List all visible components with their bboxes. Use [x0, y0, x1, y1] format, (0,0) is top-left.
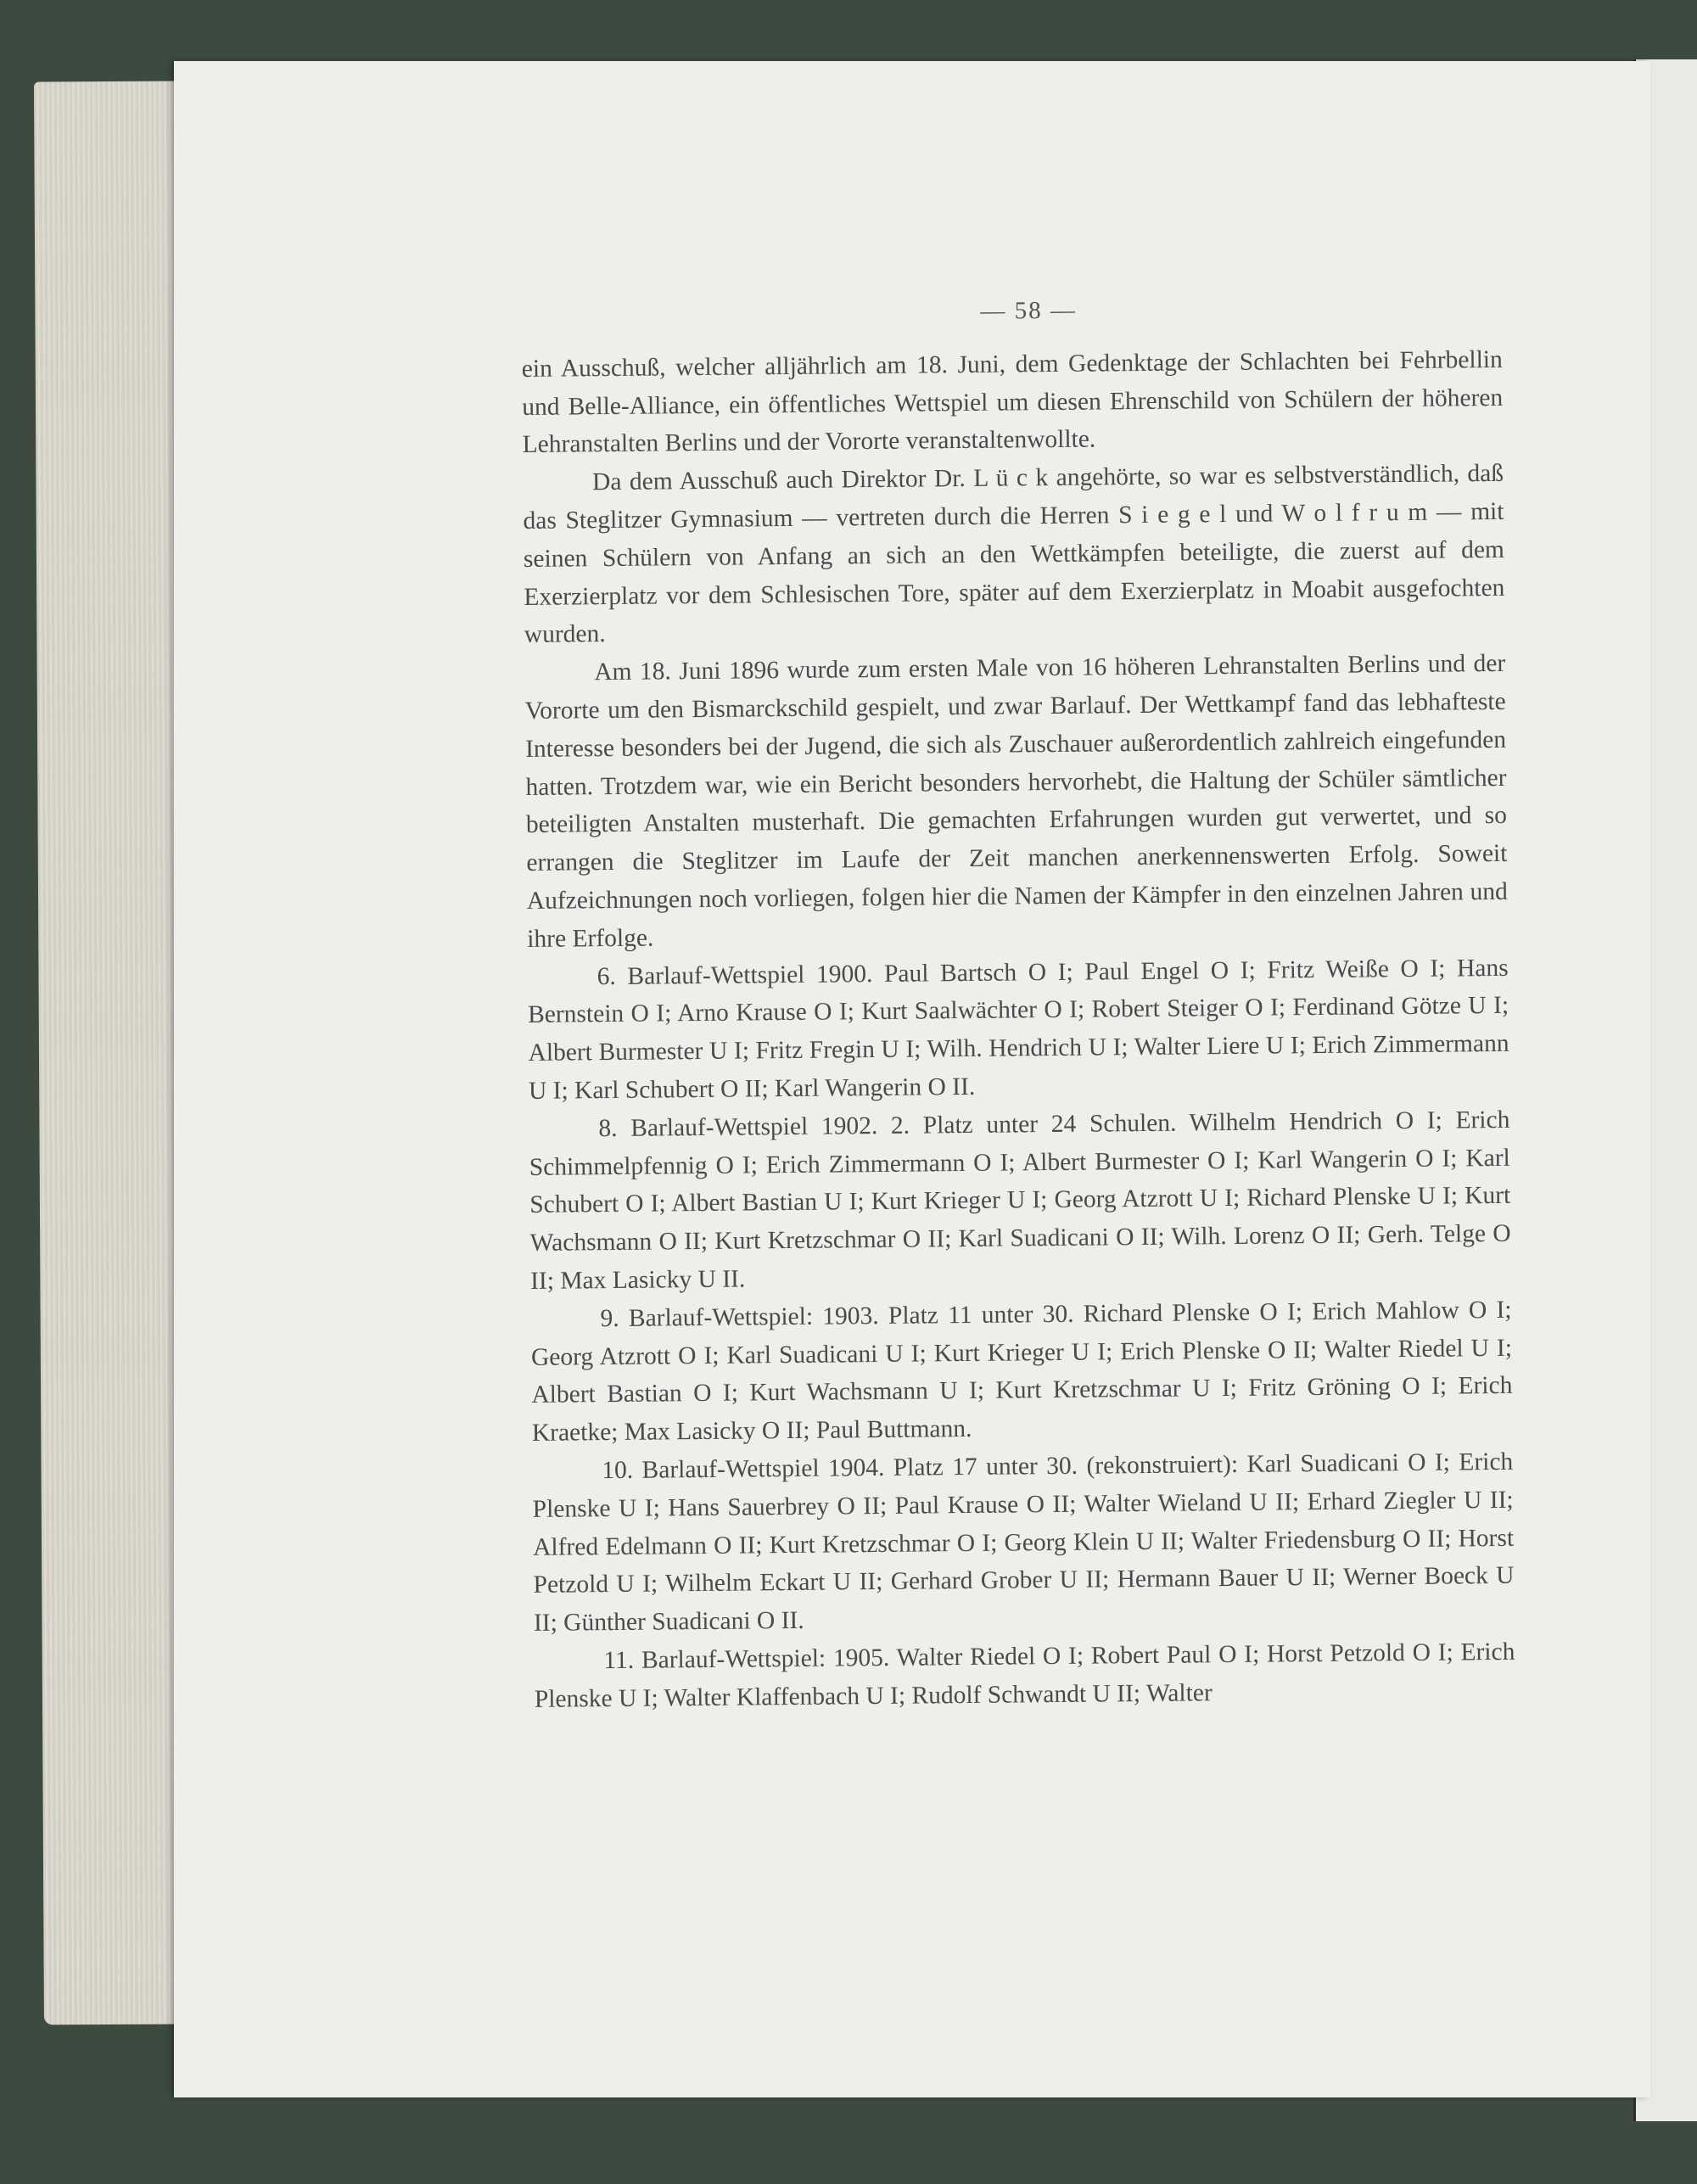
- paragraph-6: 9. Barlauf-Wettspiel: 1903. Platz 11 unter 30. Richard Plenske O I; Erich Mahlow O I; Georg Atzrott O I; Karl Suadicani U I; Kurt Krieger U I; Erich Plenske O II; Walter Riedel U I; Albert Bastian O I; Kurt Wachsmann U I; Kurt Kretzschmar U I; Fritz Gröning O I; Erich Kraetke; Max Lasicky O II; Paul Buttmann.: [530, 1296, 1513, 1448]
- paragraph-7: 10. Barlauf-Wettspiel 1904. Platz 17 unter 30. (rekonstruiert): Karl Suadicani O I; Erich Plenske U I; Hans Sauerbrey O II; Paul Krause O II; Walter Wieland U II; Erhard Ziegler U II; Alfred Edelmann O II; Kurt Kretzschmar O I; Georg Klein U II; Walter Friedensburg O II; Horst Petzold U I; Wilhelm Eckart U II; Gerhard Grober U II; Hermann Bauer U II; Werner Boeck U II; Günther Suadicani O II.: [532, 1448, 1515, 1638]
- paragraph-8: 11. Barlauf-Wettspiel: 1905. Walter Riedel O I; Robert Paul O I; Horst Petzold O I; Erich Plenske U I; Walter Klaffenbach U I; Rudolf Schwandt U II; Walter: [534, 1638, 1515, 1713]
- paragraph-5: 8. Barlauf-Wettspiel 1902. 2. Platz unter 24 Schulen. Wilhelm Hendrich O I; Erich Schimmelpfennig O I; Erich Zimmermann O I; Albert Burmester O I; Karl Wangerin O I; Karl Schubert O I; Albert Bastian U I; Kurt Krieger U I; Georg Atzrott U I; Richard Plenske U I; Kurt Wachsmann O II; Kurt Kretzschmar O II; Karl Suadicani O II; Wilh. Lorenz O II; Gerh. Telge O II; Max Lasicky U II.: [529, 1106, 1511, 1295]
- book-page-edges: [34, 81, 193, 2025]
- paragraph-3: Am 18. Juni 1896 wurde zum ersten Male von 16 höheren Lehranstalten Berlins und der Vororte um den Bismarckschild gespielt, und zwar Barlauf. Der Wettkampf fand das lebhafteste Interesse besonders bei der Jugend, die sich als Zuschauer außerordentlich zahlreich eingefunden hatten. Trotzdem war, wie ein Bericht besonders hervorhebt, die Haltung der Schüler sämtlicher beteiligten Anstalten musterhaft. Die gemachten Erfahrungen wurden gut verwertet, und so errangen die Steglitzer im Laufe der Zeit manchen anerkennenswerten Erfolg. Soweit Aufzeichnungen noch vorliegen, folgen hier die Namen der Kämpfer in den einzelnen Jahren und ihre Erfolge.: [524, 650, 1508, 953]
- paragraph-4: 6. Barlauf-Wettspiel 1900. Paul Bartsch O I; Paul Engel O I; Fritz Weiße O I; Hans Bernstein O I; Arno Krause O I; Kurt Saalwächter O I; Robert Steiger O I; Ferdinand Götze U I; Albert Burmester U I; Fritz Fregin U I; Wilh. Hendrich U I; Walter Liere U I; Erich Zimmermann U I; Karl Schubert O II; Karl Wangerin O II.: [527, 954, 1509, 1105]
- page-number: — 58 —: [980, 296, 1078, 325]
- paragraph-1: ein Ausschuß, welcher alljährlich am 18. Juni, dem Gedenktage der Schlachten bei Fehrbellin und Belle-Alliance, ein öffentliches Wettspiel um diesen Ehrenschild von Schülern der höheren Lehranstalten Berlins und der Vororte veranstaltenwollte.: [521, 345, 1504, 459]
- paragraph-2: Da dem Ausschuß auch Direktor Dr. L ü c k angehörte, so war es selbstverständlich, daß das Steglitzer Gymnasium — vertreten durch die Herren S i e g e l und W o l f r u m — mit seinen Schülern von Anfang an sich an den Wettkämpfen beteiligte, die zuerst auf dem Exerzierplatz vor dem Schlesischen Tore, später auf dem Exerzierplatz in Moabit ausgefochten wurden.: [523, 460, 1505, 649]
- page-text: [521, 288, 1515, 1719]
